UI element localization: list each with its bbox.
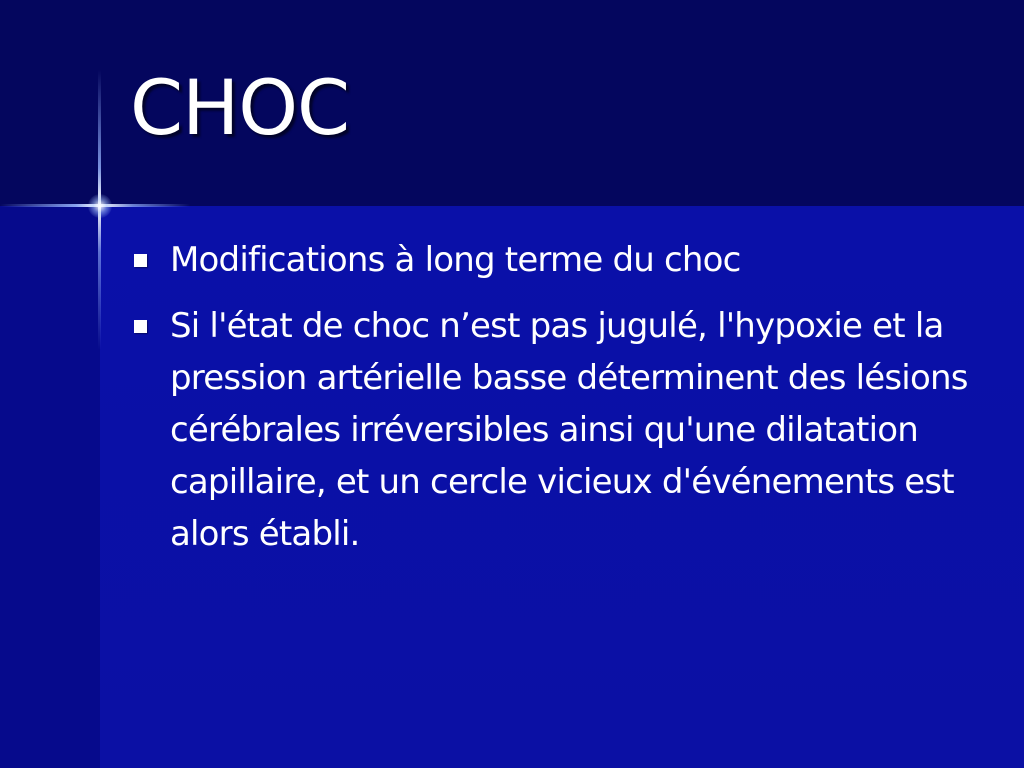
flare-glow — [88, 194, 112, 218]
bullet-text: Modifications à long terme du choc — [170, 240, 741, 280]
bullet-text: Si l'état de choc n’est pas jugulé, l'hypoxie et la pression artérielle basse déterminent des lésions cérébrales irréversibles ainsi qu'une dilatation capillaire, et un cercle vicieux d'événements est alors établi. — [170, 306, 968, 554]
bullet-list — [128, 234, 968, 574]
slide-title: CHOC — [130, 63, 350, 152]
left-decorative-strip — [0, 206, 100, 768]
square-bullet-icon — [134, 320, 147, 333]
bullet-item — [128, 300, 968, 560]
bullet-item — [128, 234, 968, 286]
square-bullet-icon — [134, 254, 147, 267]
